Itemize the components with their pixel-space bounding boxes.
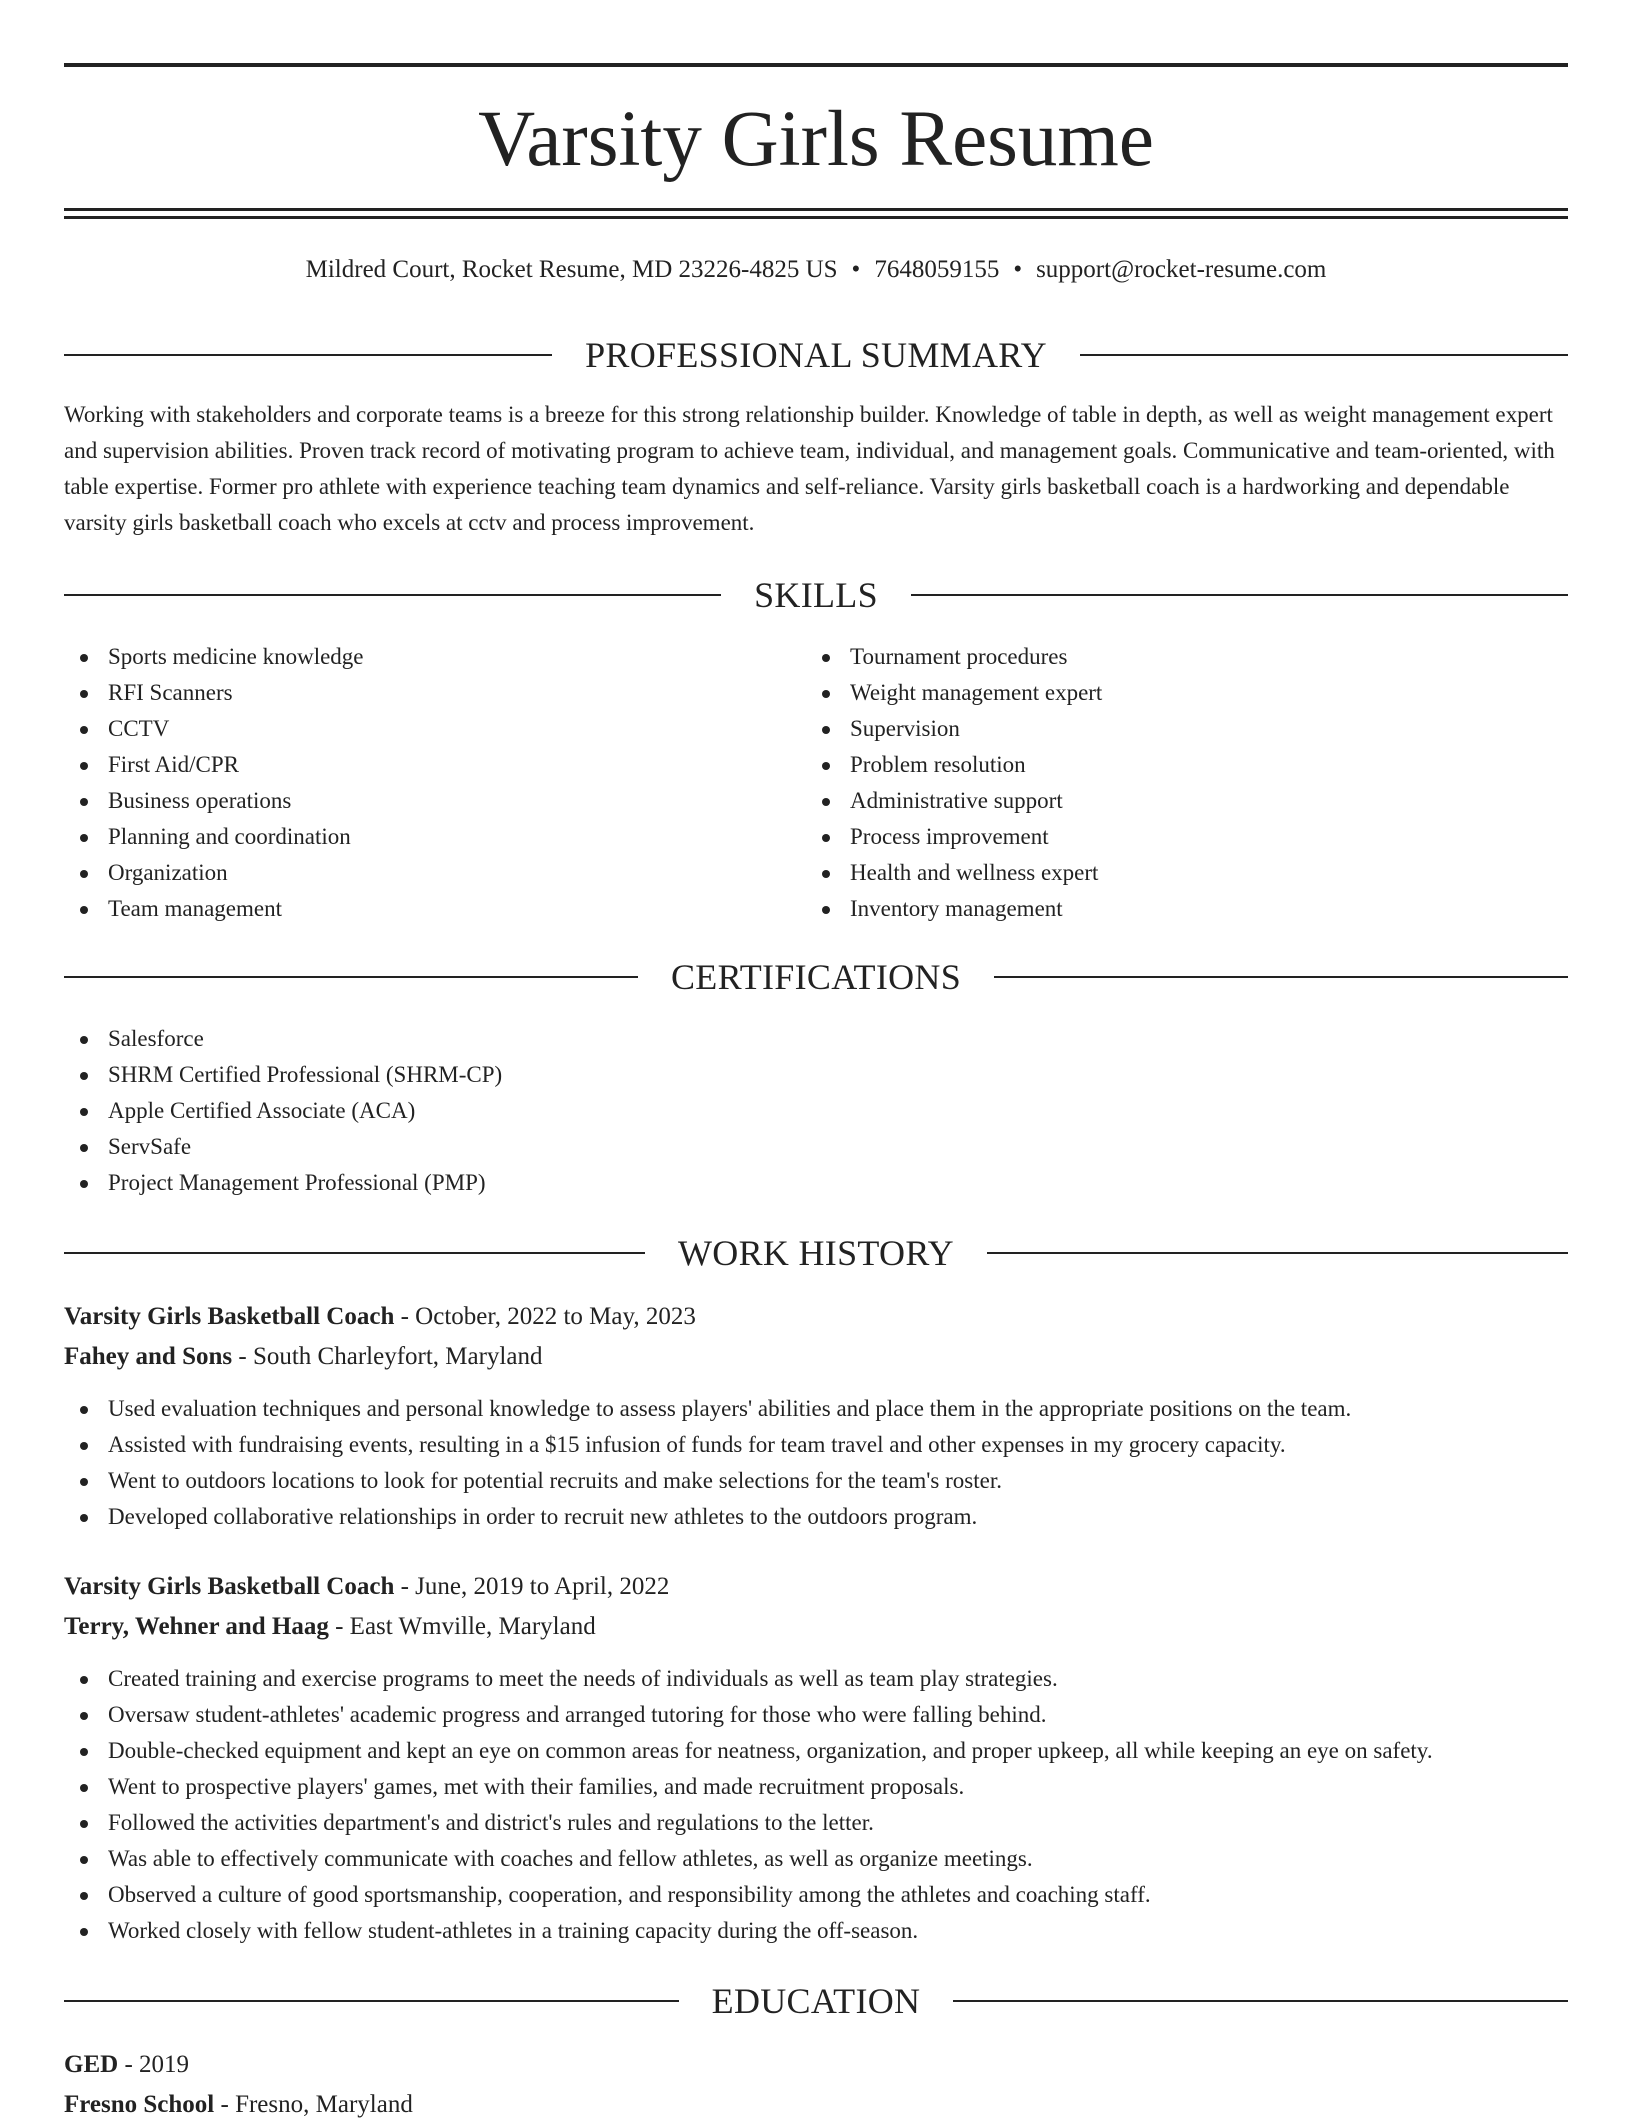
skill-item: Planning and coordination — [64, 819, 804, 855]
bullet-dot — [80, 654, 88, 662]
skills-list-right — [806, 639, 1546, 927]
job-location: - East Wmville, Maryland — [328, 1613, 596, 1640]
job-dates: - June, 2019 to April, 2022 — [394, 1573, 670, 1600]
certification-item: SHRM Certified Professional (SHRM-CP) — [64, 1057, 1568, 1093]
skill-item: Health and wellness expert — [806, 855, 1546, 891]
job-title-line — [64, 1567, 1568, 1607]
work-history-heading-label: WORK HISTORY — [678, 1233, 954, 1273]
skill-item: First Aid/CPR — [64, 747, 804, 783]
job-company: Fahey and Sons — [64, 1343, 233, 1370]
job-company-line — [64, 1337, 1568, 1377]
contact-phone: 7648059155 — [874, 256, 1000, 283]
heading-rule-right — [987, 1252, 1568, 1254]
bullet-dot — [80, 762, 88, 770]
contact-line — [64, 254, 1568, 286]
work-history-section-heading — [64, 1231, 1568, 1275]
bullet-dot — [80, 1036, 88, 1044]
summary-section-heading — [64, 333, 1568, 377]
bullet-dot — [80, 1144, 88, 1152]
skills-list-left — [64, 639, 804, 927]
skill-item: Weight management expert — [806, 675, 1546, 711]
bullet-dot — [80, 870, 88, 878]
job-duties-list — [64, 1661, 1568, 1949]
skill-item: Tournament procedures — [806, 639, 1546, 675]
bullet-dot — [822, 798, 830, 806]
job-company-line — [64, 1607, 1568, 1647]
bullet-dot — [80, 1108, 88, 1116]
bullet-dot — [80, 1478, 88, 1486]
bullet-dot — [822, 834, 830, 842]
header-top-rule — [64, 63, 1568, 67]
heading-rule-right — [911, 594, 1568, 596]
job-duty-item: Was able to effectively communicate with coaches and fellow athletes, as well as organize meetings. — [64, 1841, 1568, 1877]
education-location: - Fresno, Maryland — [214, 2091, 413, 2118]
bullet-dot — [80, 1406, 88, 1414]
bullet-dot — [822, 690, 830, 698]
bullet-dot — [80, 834, 88, 842]
bullet-dot — [822, 762, 830, 770]
header-double-rule-upper — [64, 208, 1568, 211]
skill-item: CCTV — [64, 711, 804, 747]
education-year: - 2019 — [118, 2051, 190, 2078]
job-duty-item: Developed collaborative relationships in order to recruit new athletes to the outdoors program. — [64, 1499, 1568, 1535]
skill-item: Organization — [64, 855, 804, 891]
bullet-dot — [80, 1072, 88, 1080]
bullet-dot — [80, 1892, 88, 1900]
bullet-dot — [80, 1180, 88, 1188]
job-duty-item: Double-checked equipment and kept an eye on common areas for neatness, organization, and proper upkeep, all while keeping an eye on safety. — [64, 1733, 1568, 1769]
summary-heading-label: PROFESSIONAL SUMMARY — [585, 335, 1047, 375]
certification-item: Project Management Professional (PMP) — [64, 1165, 1568, 1201]
skill-item: Process improvement — [806, 819, 1546, 855]
heading-rule-right — [953, 2000, 1568, 2002]
job-duty-item: Used evaluation techniques and personal knowledge to assess players' abilities and place them in the appropriate positions on the team. — [64, 1391, 1568, 1427]
skill-item: Supervision — [806, 711, 1546, 747]
bullet-dot — [822, 870, 830, 878]
heading-rule-left — [64, 1252, 645, 1254]
heading-rule-left — [64, 976, 638, 978]
job-duty-item: Assisted with fundraising events, resulting in a $15 infusion of funds for team travel and other expenses in my grocery capacity. — [64, 1427, 1568, 1463]
contact-address: Mildred Court, Rocket Resume, MD 23226-4825 US — [305, 256, 838, 283]
bullet-dot — [80, 1514, 88, 1522]
resume-title: Varsity Girls Resume — [478, 96, 1154, 183]
certification-item: Salesforce — [64, 1021, 1568, 1057]
skills-section-heading — [64, 573, 1568, 617]
heading-rule-right — [994, 976, 1568, 978]
job-duty-item: Went to outdoors locations to look for potential recruits and make selections for the team's roster. — [64, 1463, 1568, 1499]
bullet-dot — [80, 1748, 88, 1756]
bullet-dot — [822, 726, 830, 734]
bullet-dot — [80, 1676, 88, 1684]
skill-item: Administrative support — [806, 783, 1546, 819]
heading-rule-left — [64, 594, 721, 596]
bullet-dot — [80, 906, 88, 914]
job-duty-item: Oversaw student-athletes' academic progress and arranged tutoring for those who were falling behind. — [64, 1697, 1568, 1733]
heading-rule-left — [64, 2000, 679, 2002]
education-school: Fresno School — [64, 2091, 215, 2118]
skill-item: Inventory management — [806, 891, 1546, 927]
education-school-line — [64, 2085, 1568, 2125]
job-title-line — [64, 1297, 1568, 1337]
certifications-section-heading — [64, 955, 1568, 999]
job-title: Varsity Girls Basketball Coach — [64, 1573, 395, 1600]
bullet-dot — [80, 1856, 88, 1864]
bullet-dot — [80, 1712, 88, 1720]
job-company: Terry, Wehner and Haag — [64, 1613, 329, 1640]
certification-item: ServSafe — [64, 1129, 1568, 1165]
skill-item: Problem resolution — [806, 747, 1546, 783]
job-dates: - October, 2022 to May, 2023 — [394, 1303, 696, 1330]
certifications-heading-label: CERTIFICATIONS — [670, 957, 962, 997]
bullet-dot — [80, 798, 88, 806]
certifications-list — [64, 1021, 1568, 1201]
summary-text: Working with stakeholders and corporate teams is a breeze for this strong relationship builder. Knowledge of table in depth, as well as weight management expert and supervision abilities. Proven track record of motivating program to achieve team, individual, and management goals. Communicative and team-oriented, with table expertise. Former pro athlete with experience teaching team dynamics and self-reliance. Varsity girls basketball coach is a hardworking and dependable varsity girls basketball coach who excels at cctv and process improvement. — [64, 402, 1555, 535]
skills-heading-label: SKILLS — [754, 575, 878, 615]
bullet-dot — [80, 1820, 88, 1828]
heading-rule-right — [1080, 354, 1568, 356]
heading-rule-left — [64, 354, 552, 356]
job-duties-list — [64, 1391, 1568, 1535]
bullet-dot — [80, 726, 88, 734]
education-heading-label: EDUCATION — [711, 1981, 921, 2021]
job-duty-item: Went to prospective players' games, met with their families, and made recruitment proposals. — [64, 1769, 1568, 1805]
skill-item: RFI Scanners — [64, 675, 804, 711]
skill-item: Sports medicine knowledge — [64, 639, 804, 675]
job-duty-item: Worked closely with fellow student-athletes in a training capacity during the off-season. — [64, 1913, 1568, 1949]
skill-item: Business operations — [64, 783, 804, 819]
bullet-dot — [80, 690, 88, 698]
header-double-rule-lower — [64, 216, 1568, 219]
education-degree-line — [64, 2045, 1568, 2085]
job-duty-item: Observed a culture of good sportsmanship, cooperation, and responsibility among the athletes and coaching staff. — [64, 1877, 1568, 1913]
job-duty-item: Followed the activities department's and district's rules and regulations to the letter. — [64, 1805, 1568, 1841]
job-title: Varsity Girls Basketball Coach — [64, 1303, 395, 1330]
contact-separator: • — [1013, 256, 1023, 283]
contact-separator: • — [851, 256, 861, 283]
job-location: - South Charleyfort, Maryland — [232, 1343, 543, 1370]
bullet-dot — [822, 906, 830, 914]
job-duty-item: Created training and exercise programs to meet the needs of individuals as well as team play strategies. — [64, 1661, 1568, 1697]
contact-email: support@rocket-resume.com — [1036, 256, 1327, 283]
bullet-dot — [80, 1442, 88, 1450]
skill-item: Team management — [64, 891, 804, 927]
education-section-heading — [64, 1979, 1568, 2023]
education-degree: GED — [64, 2051, 119, 2078]
bullet-dot — [80, 1928, 88, 1936]
bullet-dot — [822, 654, 830, 662]
certification-item: Apple Certified Associate (ACA) — [64, 1093, 1568, 1129]
bullet-dot — [80, 1784, 88, 1792]
